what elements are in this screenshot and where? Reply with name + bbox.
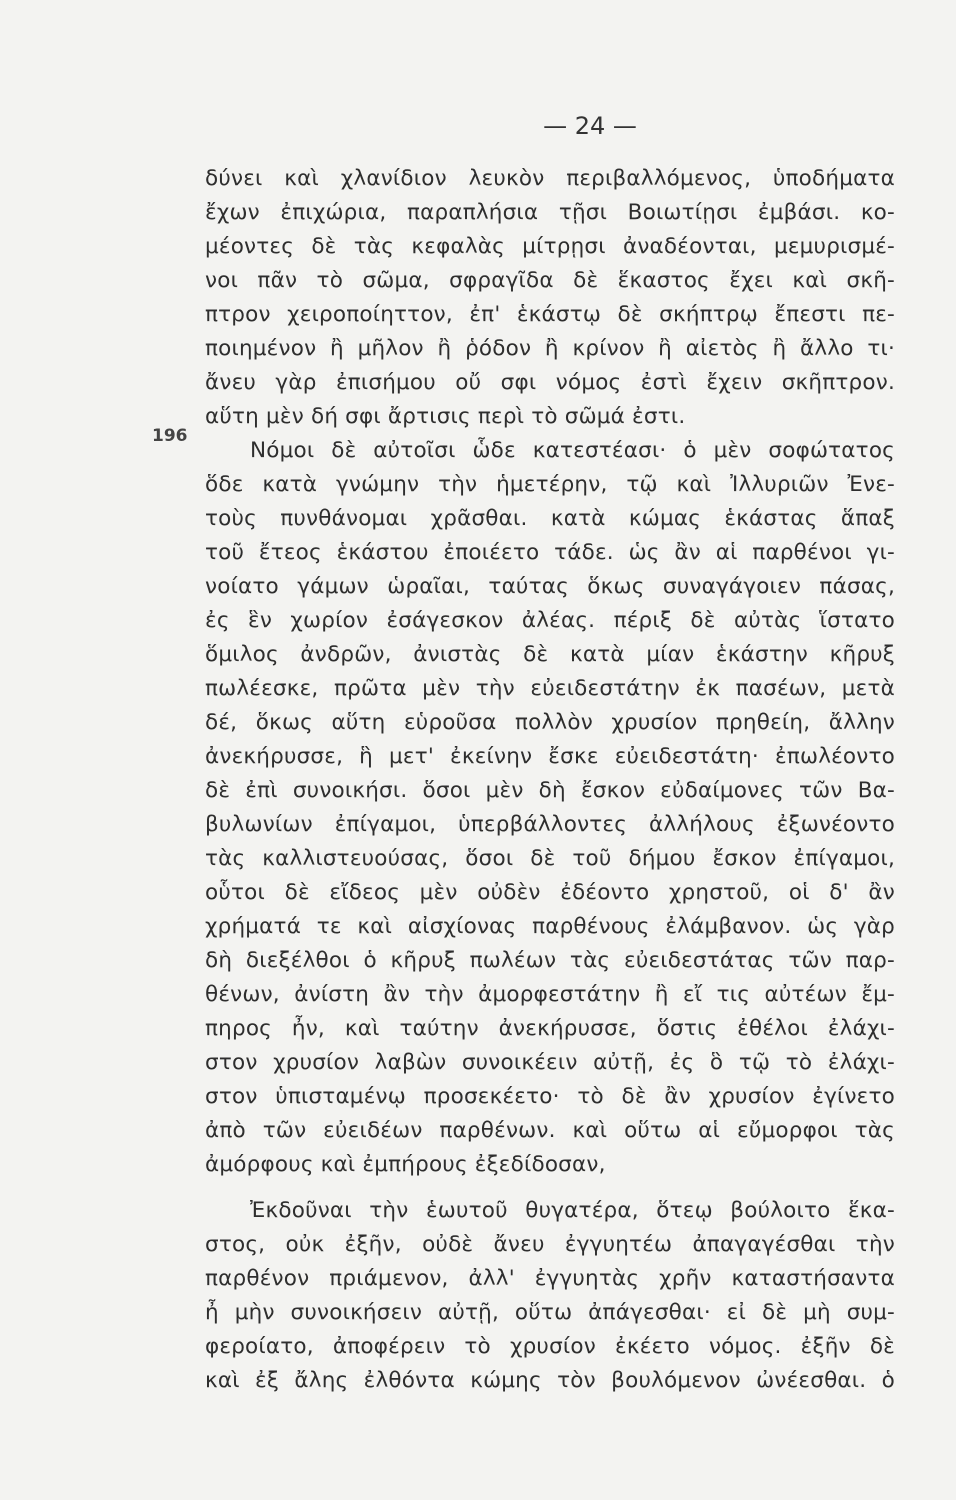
text-line: νοι πᾶν τὸ σῶμα, σφραγῖδα δὲ ἕκαστος ἔχει καὶ σκῆ- — [205, 268, 895, 293]
text-line: καὶ ἐξ ἄλης ἐλθόντα κώμης τὸν βουλόμενον ὠνέεσθαι. ὁ — [205, 1368, 895, 1393]
text-line: ποιημένον ἢ μῆλον ἢ ῥόδον ἢ κρίνον ἢ αἰετὸς ἢ ἄλλο τι· — [205, 336, 895, 361]
margin-section-number: 196 — [152, 426, 188, 446]
text-line: τοὺς πυνθάνομαι χρᾶσθαι. κατὰ κώμας ἑκάστας ἅπαξ — [205, 506, 895, 531]
text-line: ἄνευ γὰρ ἐπισήμου οὔ σφι νόμος ἐστὶ ἔχειν σκῆπτρον. — [205, 370, 895, 395]
text-line: πτρον χειροποίηττον, ἐπ' ἑκάστῳ δὲ σκήπτρῳ ἔπεστι πε- — [205, 302, 895, 327]
text-line: ὅδε κατὰ γνώμην τὴν ἡμετέρην, τῷ καὶ Ἰλλυριῶν Ἐνε- — [205, 472, 895, 497]
text-line: τοῦ ἔτεος ἑκάστου ἐποιέετο τάδε. ὡς ἂν αἱ παρθένοι γι- — [205, 540, 895, 565]
page-number: — 24 — — [543, 112, 637, 140]
text-line: ἔχων ἐπιχώρια, παραπλήσια τῇσι Βοιωτίῃσι ἐμβάσι. κο- — [205, 200, 895, 225]
text-line: ἀπὸ τῶν εὐειδέων παρθένων. καὶ οὕτω αἱ εὔμορφοι τὰς — [205, 1118, 895, 1143]
text-line: δὴ διεξέλθοι ὁ κῆρυξ πωλέων τὰς εὐειδεστάτας τῶν παρ- — [205, 948, 895, 973]
text-line: πηρος ἦν, καὶ ταύτην ἀνεκήρυσσε, ὅστις ἐθέλοι ἐλάχι- — [205, 1016, 895, 1041]
text-line: στον χρυσίον λαβὼν συνοικέειν αὐτῇ, ἐς ὃ τῷ τὸ ἐλάχι- — [205, 1050, 895, 1075]
text-line: στος, οὐκ ἐξῆν, οὐδὲ ἄνευ ἐγγυητέω ἀπαγαγέσθαι τὴν — [205, 1232, 895, 1257]
text-line: τὰς καλλιστευούσας, ὅσοι δὲ τοῦ δήμου ἔσκον ἐπίγαμοι, — [205, 846, 895, 871]
text-line: δύνει καὶ χλανίδιον λευκὸν περιβαλλόμενος, ὑποδήματα — [205, 166, 895, 191]
text-line: χρήματά τε καὶ αἰσχίονας παρθένους ἐλάμβανον. ὡς γὰρ — [205, 914, 895, 939]
text-line: ἐς ἓν χωρίον ἐσάγεσκον ἀλέας. πέριξ δὲ αὐτὰς ἵστατο — [205, 608, 895, 633]
text-line: οὗτοι δὲ εἴδεος μὲν οὐδὲν ἐδέοντο χρηστοῦ, οἱ δ' ἂν — [205, 880, 895, 905]
text-line: φεροίατο, ἀποφέρειν τὸ χρυσίον ἐκέετο νόμος. ἐξῆν δὲ — [205, 1334, 895, 1359]
text-line: μέοντες δὲ τὰς κεφαλὰς μίτρῃσι ἀναδέονται, μεμυρισμέ- — [205, 234, 895, 259]
text-line: ὅμιλος ἀνδρῶν, ἀνιστὰς δὲ κατὰ μίαν ἑκάστην κῆρυξ — [205, 642, 895, 667]
text-line: Ἐκδοῦναι τὴν ἑωυτοῦ θυγατέρα, ὅτεῳ βούλοιτο ἕκα- — [250, 1198, 895, 1223]
text-line: ἦ μὴν συνοικήσειν αὐτῇ, οὕτω ἀπάγεσθαι· εἰ δὲ μὴ συμ- — [205, 1300, 895, 1325]
text-line: πωλέεσκε, πρῶτα μὲν τὴν εὐειδεστάτην ἐκ πασέων, μετὰ — [205, 676, 895, 701]
text-line: ἀνεκήρυσσε, ἣ μετ' ἐκείνην ἔσκε εὐειδεστάτη· ἐπωλέοντο — [205, 744, 895, 769]
text-line: νοίατο γάμων ὡραῖαι, ταύτας ὅκως συναγάγοιεν πάσας, — [205, 574, 895, 599]
text-line: αὕτη μὲν δή σφι ἄρτισις περὶ τὸ σῶμά ἐστι. — [205, 404, 686, 429]
text-line: δέ, ὅκως αὕτη εὑροῦσα πολλὸν χρυσίον πρηθείη, ἄλλην — [205, 710, 895, 735]
text-line: στον ὑπισταμένῳ προσεκέετο· τὸ δὲ ἂν χρυσίον ἐγίνετο — [205, 1084, 895, 1109]
text-line: θένων, ἀνίστη ἂν τὴν ἀμορφεστάτην ἢ εἴ τις αὐτέων ἔμ- — [205, 982, 895, 1007]
text-line: Νόμοι δὲ αὐτοῖσι ὧδε κατεστέασι· ὁ μὲν σοφώτατος — [250, 438, 895, 463]
text-line: ἀμόρφους καὶ ἐμπήρους ἐξεδίδοσαν, — [205, 1152, 606, 1177]
text-line: δὲ ἐπὶ συνοικήσι. ὅσοι μὲν δὴ ἔσκον εὐδαίμονες τῶν Βα- — [205, 778, 895, 803]
text-line: βυλωνίων ἐπίγαμοι, ὑπερβάλλοντες ἀλλήλους ἐξωνέοντο — [205, 812, 895, 837]
text-line: παρθένον πριάμενον, ἀλλ' ἐγγυητὰς χρῆν καταστήσαντα — [205, 1266, 895, 1291]
